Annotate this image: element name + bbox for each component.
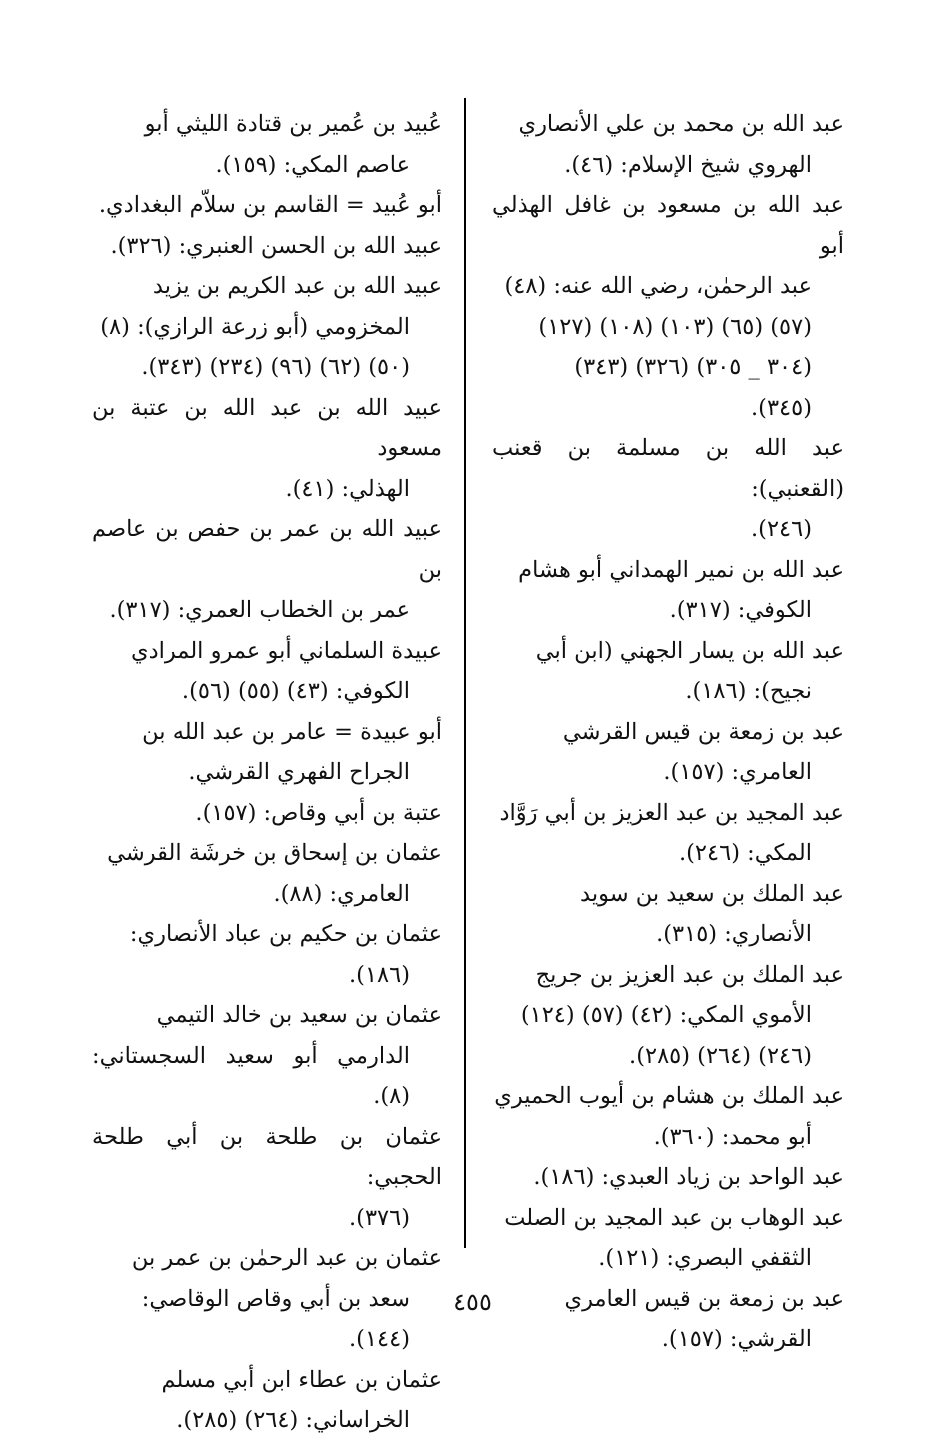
index-entry bbox=[92, 712, 442, 793]
column-divider bbox=[464, 98, 466, 1248]
entry-heading-line: عبد الله بن محمد بن علي الأنصاري bbox=[518, 111, 844, 137]
index-entry bbox=[92, 995, 442, 1117]
index-entry bbox=[492, 793, 844, 874]
left-column bbox=[92, 104, 442, 1441]
entry-heading-line: عثمان بن حكيم بن عباد الأنصاري: bbox=[129, 921, 442, 947]
entry-heading-line: عتبة بن أبي وقاص: (١٥٧). bbox=[195, 799, 442, 826]
index-entry bbox=[492, 1157, 844, 1198]
index-entry bbox=[92, 914, 442, 995]
right-column bbox=[492, 104, 844, 1360]
entry-heading-line: عبيد الله بن عبد الله بن عتبة بن مسعود bbox=[92, 394, 442, 461]
index-entry bbox=[92, 833, 442, 914]
entry-continuation-line: أبو محمد: (٣٦٠). bbox=[653, 1123, 812, 1150]
entry-heading-line: عبد بن زمعة بن قيس القرشي bbox=[562, 718, 844, 745]
entry-heading-line: عبيدة السلماني أبو عمرو المرادي bbox=[131, 637, 442, 664]
entry-continuation-line: سعد بن أبي وقاص الوقاصي: bbox=[141, 1285, 410, 1312]
index-entry bbox=[492, 874, 844, 955]
index-entry bbox=[492, 1076, 844, 1157]
entry-continuation-line: (٥٠) (٦٢) (٩٦) (٢٣٤) (٣٤٣). bbox=[141, 354, 410, 380]
entry-continuation-line: (٥٧) (٦٥) (١٠٣) (١٠٨) (١٢٧) bbox=[538, 313, 812, 340]
entry-heading-line: عبد الملك بن هشام بن أيوب الحميري bbox=[494, 1083, 844, 1109]
index-entry bbox=[92, 793, 442, 834]
entry-heading-line: عبد الله بن مسعود بن غافل الهذلي أبو bbox=[492, 192, 844, 259]
index-entry bbox=[492, 631, 844, 712]
entry-heading-line: عبيد الله بن الحسن العنبري: (٣٢٦). bbox=[110, 232, 442, 259]
entry-continuation-line: (١٤٤). bbox=[349, 1326, 410, 1352]
index-entry bbox=[92, 388, 442, 510]
entry-continuation-line: عبد الرحمٰن، رضي الله عنه: (٤٨) bbox=[504, 273, 812, 299]
index-entry bbox=[492, 104, 844, 185]
entry-continuation-line: (٣٧٦). bbox=[349, 1204, 410, 1231]
index-entry bbox=[92, 266, 442, 388]
entry-heading-line: عبد بن زمعة بن قيس العامري bbox=[564, 1285, 844, 1312]
entry-continuation-line: العامري: (٨٨). bbox=[273, 880, 410, 907]
entry-continuation-line: (٢٤٦) (٢٦٤) (٢٨٥). bbox=[629, 1042, 812, 1069]
entry-continuation-line: (٣٠٤ _ ٣٠٥) (٣٢٦) (٣٤٣) bbox=[574, 354, 812, 380]
entry-continuation-line: القرشي: (١٥٧). bbox=[661, 1326, 812, 1352]
index-entry bbox=[492, 1198, 844, 1279]
entry-continuation-line: الثقفي البصري: (١٢١). bbox=[598, 1245, 812, 1271]
entry-continuation-line: المخزومي (أبو زرعة الرازي): (٨) bbox=[100, 313, 410, 340]
index-entry bbox=[92, 185, 442, 226]
index-entry bbox=[92, 631, 442, 712]
entry-continuation-line: الكوفي: (٤٣) (٥٥) (٥٦). bbox=[181, 678, 410, 704]
index-entry bbox=[492, 185, 844, 428]
entry-continuation-line: عمر بن الخطاب العمري: (٣١٧). bbox=[109, 597, 410, 623]
entry-continuation-line: الأنصاري: (٣١٥). bbox=[656, 921, 812, 947]
entry-continuation-line: الجراح الفهري القرشي. bbox=[188, 759, 410, 785]
page-number: ٤٥٥ bbox=[453, 1288, 492, 1316]
entry-heading-line: عثمان بن إسحاق بن خرشَة القرشي bbox=[107, 840, 442, 866]
entry-heading-line: عبد الله بن نمير الهمداني أبو هشام bbox=[518, 556, 844, 583]
entry-continuation-line: (١٨٦). bbox=[349, 961, 410, 988]
entry-continuation-line: العامري: (١٥٧). bbox=[663, 759, 812, 785]
entry-continuation-line: (٢٤٦). bbox=[751, 516, 812, 542]
entry-heading-line: عثمان بن طلحة بن أبي طلحة الحجبي: bbox=[92, 1123, 442, 1190]
index-entry bbox=[92, 1360, 442, 1441]
entry-continuation-line: المكي: (٢٤٦). bbox=[678, 840, 812, 866]
index-entry bbox=[92, 1117, 442, 1239]
entry-heading-line: عبد الله بن مسلمة بن قعنب (القعنبي): bbox=[492, 435, 844, 502]
index-entry bbox=[492, 712, 844, 793]
entry-heading-line: عثمان بن عطاء ابن أبي مسلم bbox=[161, 1366, 442, 1393]
entry-heading-line: عثمان بن عبد الرحمٰن بن عمر بن bbox=[131, 1245, 442, 1271]
index-entry bbox=[492, 550, 844, 631]
entry-heading-line: أبو عُبيد = القاسم بن سلاّم البغدادي. bbox=[98, 192, 442, 218]
entry-continuation-line: نجيح): (١٨٦). bbox=[685, 678, 812, 704]
entry-continuation-line: الهروي شيخ الإسلام: (٤٦). bbox=[564, 151, 812, 178]
entry-heading-line: عثمان بن سعيد بن خالد التيمي bbox=[156, 1002, 442, 1028]
entry-heading-line: أبو عبيدة = عامر بن عبد الله بن bbox=[142, 718, 442, 745]
entry-continuation-line: الهذلي: (٤١). bbox=[285, 475, 410, 502]
entry-heading-line: عبد المجيد بن عبد العزيز بن أبي رَوَّاد bbox=[499, 799, 844, 826]
entry-heading-line: عبد الملك بن عبد العزيز بن جريج bbox=[535, 961, 844, 988]
entry-continuation-line: عاصم المكي: (١٥٩). bbox=[215, 151, 410, 178]
entry-continuation-line: الخراساني: (٢٦٤) (٢٨٥). bbox=[176, 1407, 410, 1433]
index-entry bbox=[92, 226, 442, 267]
entry-continuation-line: الأموي المكي: (٤٢) (٥٧) (١٢٤) bbox=[520, 1002, 812, 1028]
entry-heading-line: عبيد الله بن عبد الكريم بن يزيد bbox=[152, 273, 442, 299]
index-entry bbox=[92, 104, 442, 185]
entry-heading-line: عبد الوهاب بن عبد المجيد بن الصلت bbox=[504, 1204, 844, 1231]
entry-heading-line: عبد الله بن يسار الجهني (ابن أبي bbox=[535, 637, 844, 664]
index-entry bbox=[492, 955, 844, 1077]
entry-heading-line: عبد الملك بن سعيد بن سويد bbox=[580, 880, 844, 907]
index-entry bbox=[92, 509, 442, 631]
index-entry bbox=[492, 428, 844, 550]
entry-continuation-line: (٣٤٥). bbox=[751, 394, 812, 421]
entry-continuation-line: الكوفي: (٣١٧). bbox=[669, 597, 812, 623]
entry-heading-line: عبيد الله بن عمر بن حفص بن عاصم بن bbox=[92, 516, 442, 583]
entry-heading-line: عبد الواحد بن زياد العبدي: (١٨٦). bbox=[533, 1164, 844, 1190]
entry-continuation-line: الدارمي أبو سعيد السجستاني: (٨). bbox=[92, 1042, 410, 1109]
entry-heading-line: عُبيد بن عُمير بن قتادة الليثي أبو bbox=[144, 111, 442, 137]
